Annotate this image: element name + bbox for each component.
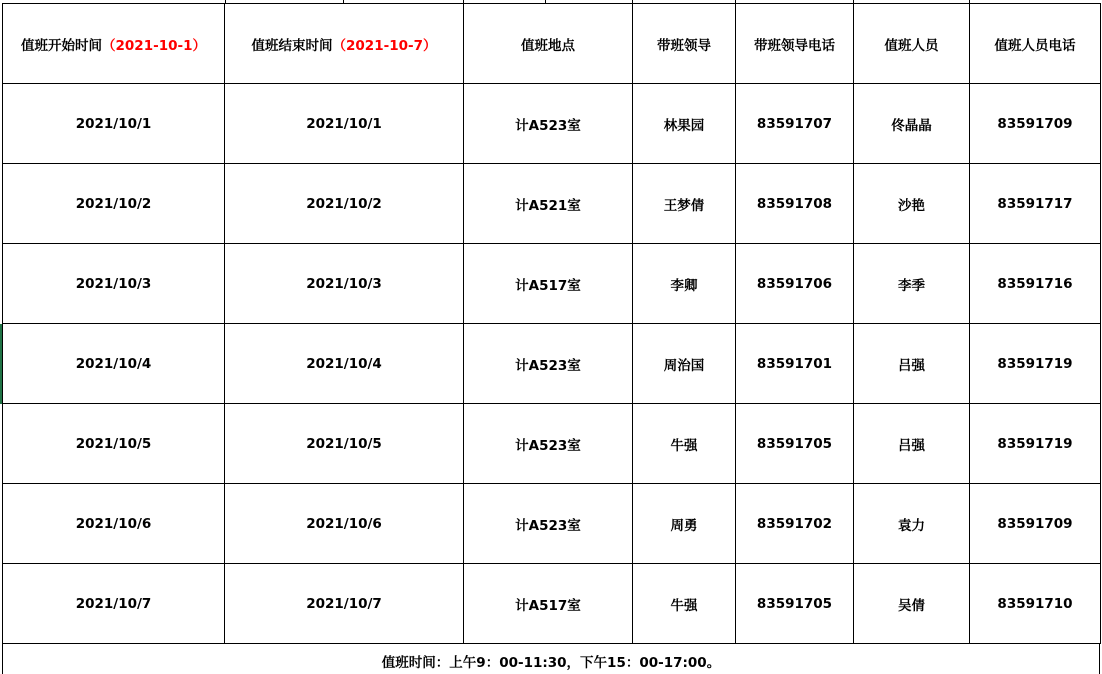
- cell-location[interactable]: 计A523室: [464, 484, 633, 564]
- cell-location[interactable]: 计A523室: [464, 404, 633, 484]
- cell-leader[interactable]: 周治国: [633, 324, 736, 404]
- cell-start-date[interactable]: 2021/10/3: [3, 244, 225, 324]
- cell-start-date[interactable]: 2021/10/5: [3, 404, 225, 484]
- cell-staff-phone[interactable]: 83591710: [970, 564, 1101, 644]
- cell-staff[interactable]: 佟晶晶: [854, 84, 970, 164]
- cell-location[interactable]: 计A517室: [464, 564, 633, 644]
- header-label: 值班开始时间: [21, 37, 103, 54]
- cell-staff-phone[interactable]: 83591719: [970, 404, 1101, 484]
- cell-end-date[interactable]: 2021/10/3: [225, 244, 464, 324]
- cell-staff-phone[interactable]: 83591709: [970, 484, 1101, 564]
- cell-leader-phone[interactable]: 83591707: [736, 84, 854, 164]
- cell-leader[interactable]: 周勇: [633, 484, 736, 564]
- cell-staff-phone[interactable]: 83591709: [970, 84, 1101, 164]
- cell-staff-phone[interactable]: 83591717: [970, 164, 1101, 244]
- cell-leader-phone[interactable]: 83591708: [736, 164, 854, 244]
- cell-end-date[interactable]: 2021/10/4: [225, 324, 464, 404]
- header-cell-leader[interactable]: 带班领导: [633, 4, 736, 84]
- cell-leader-phone[interactable]: 83591701: [736, 324, 854, 404]
- cell-staff[interactable]: 吕强: [854, 404, 970, 484]
- cell-staff[interactable]: 袁力: [854, 484, 970, 564]
- cell-staff[interactable]: 吴倩: [854, 564, 970, 644]
- cell-leader-phone[interactable]: 83591705: [736, 404, 854, 484]
- cell-start-date[interactable]: 2021/10/2: [3, 164, 225, 244]
- header-cell-location[interactable]: 值班地点: [464, 4, 633, 84]
- table-row: [3, 84, 1101, 164]
- cell-leader[interactable]: 牛强: [633, 404, 736, 484]
- header-cell-staff-phone[interactable]: 值班人员电话: [970, 4, 1101, 84]
- cell-start-date[interactable]: 2021/10/6: [3, 484, 225, 564]
- header-label: 值班结束时间: [251, 37, 333, 54]
- cell-end-date[interactable]: 2021/10/2: [225, 164, 464, 244]
- cell-start-date[interactable]: 2021/10/4: [3, 324, 225, 404]
- cell-location[interactable]: 计A521室: [464, 164, 633, 244]
- cell-location[interactable]: 计A523室: [464, 84, 633, 164]
- cell-staff-phone[interactable]: 83591719: [970, 324, 1101, 404]
- table-row: [3, 404, 1101, 484]
- cell-location[interactable]: 计A523室: [464, 324, 633, 404]
- cell-start-date[interactable]: 2021/10/1: [3, 84, 225, 164]
- duty-schedule-table: [2, 3, 1101, 644]
- cell-leader[interactable]: 林果园: [633, 84, 736, 164]
- cell-leader-phone[interactable]: 83591705: [736, 564, 854, 644]
- cell-end-date[interactable]: 2021/10/1: [225, 84, 464, 164]
- cell-staff[interactable]: 吕强: [854, 324, 970, 404]
- header-cell-leader-phone[interactable]: 带班领导电话: [736, 4, 854, 84]
- cell-leader[interactable]: 王梦倩: [633, 164, 736, 244]
- header-date-note: （2021-10-7）: [332, 37, 437, 54]
- cell-leader[interactable]: 牛强: [633, 564, 736, 644]
- cell-leader-phone[interactable]: 83591702: [736, 484, 854, 564]
- table-row: [3, 564, 1101, 644]
- cell-staff-phone[interactable]: 83591716: [970, 244, 1101, 324]
- cell-staff[interactable]: 沙艳: [854, 164, 970, 244]
- row-selection-indicator: [0, 324, 2, 404]
- duty-hours-note[interactable]: 值班时间：上午9：00-11:30，下午15：00-17:00。: [2, 643, 1100, 674]
- header-cell-start-time[interactable]: [3, 4, 225, 84]
- table-row: [3, 244, 1101, 324]
- table-row: [3, 484, 1101, 564]
- cell-staff[interactable]: 李季: [854, 244, 970, 324]
- header-row: [3, 4, 1101, 84]
- cell-end-date[interactable]: 2021/10/5: [225, 404, 464, 484]
- table-row: [3, 324, 1101, 404]
- header-cell-staff[interactable]: 值班人员: [854, 4, 970, 84]
- header-cell-end-time[interactable]: [225, 4, 464, 84]
- table-row: [3, 164, 1101, 244]
- cell-leader-phone[interactable]: 83591706: [736, 244, 854, 324]
- cell-leader[interactable]: 李卿: [633, 244, 736, 324]
- cell-end-date[interactable]: 2021/10/7: [225, 564, 464, 644]
- header-date-note: （2021-10-1）: [102, 37, 206, 54]
- cell-location[interactable]: 计A517室: [464, 244, 633, 324]
- cell-end-date[interactable]: 2021/10/6: [225, 484, 464, 564]
- cell-start-date[interactable]: 2021/10/7: [3, 564, 225, 644]
